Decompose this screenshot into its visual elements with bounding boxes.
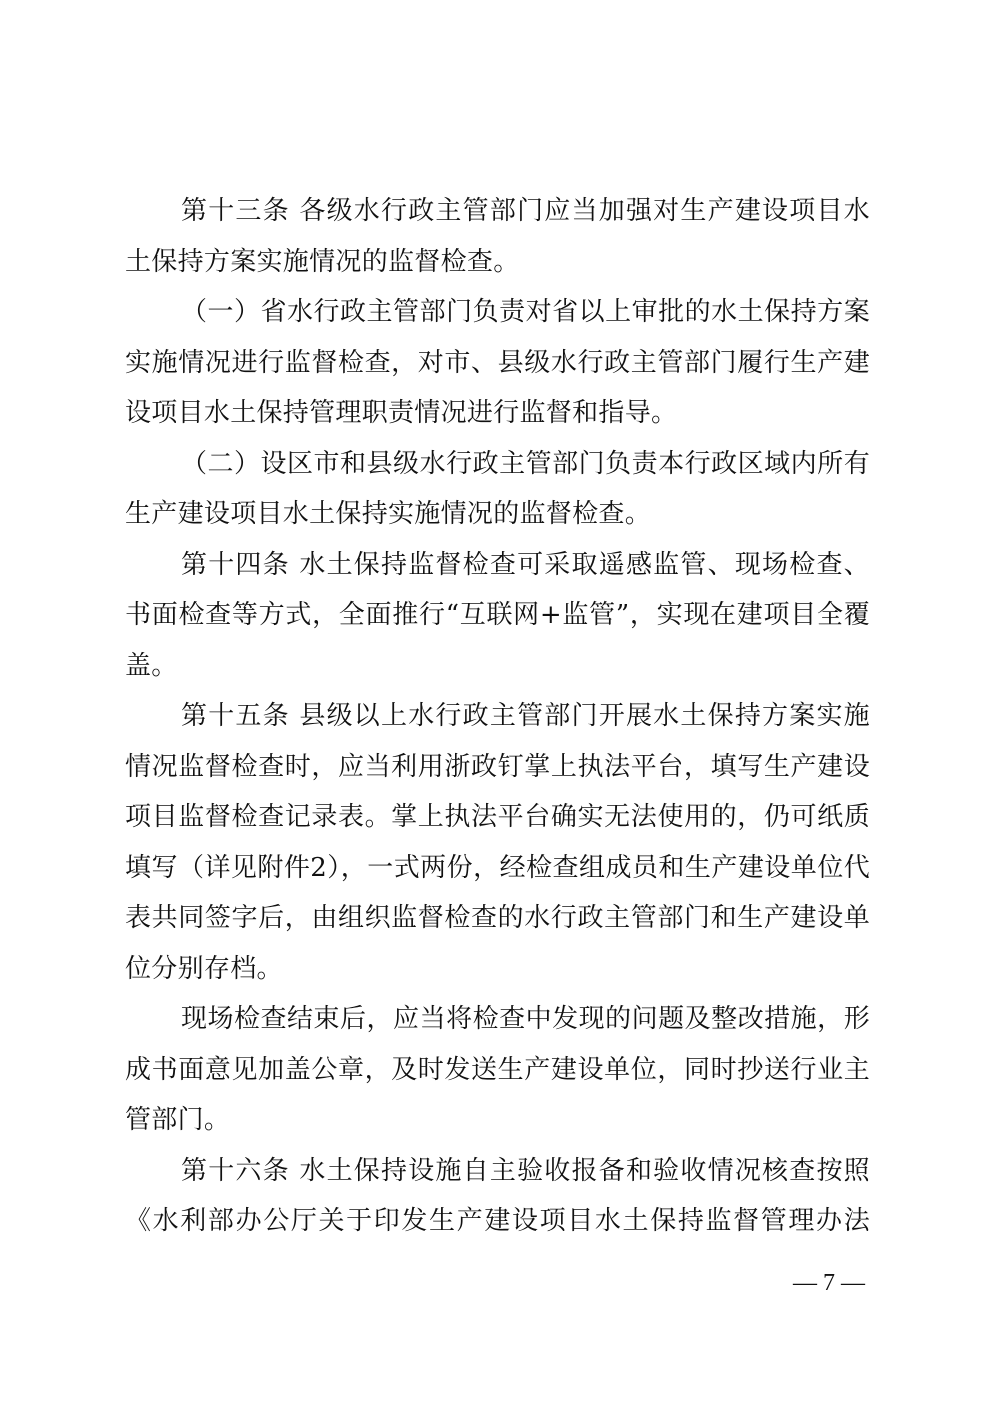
text-line: 表共同签字后，由组织监督检查的水行政主管部门和生产建设单	[125, 903, 870, 933]
text-line: 《水利部办公厅关于印发生产建设项目水土保持监督管理办法	[125, 1206, 870, 1236]
text-line: （一）省水行政主管部门负责对省以上审批的水土保持方案	[181, 297, 870, 327]
text-line: 第十五条 县级以上水行政主管部门开展水土保持方案实施	[181, 701, 870, 731]
paragraph-article-16	[125, 1146, 870, 1247]
page-number: — 7 —	[793, 1270, 865, 1296]
text-line: 盖。	[125, 650, 178, 681]
text-line: 项目监督检查记录表。掌上执法平台确实无法使用的，仍可纸质	[125, 802, 870, 832]
paragraph-article-14	[125, 540, 870, 692]
text-line: 土保持方案实施情况的监督检查。	[125, 246, 520, 277]
paragraph-item-2	[125, 439, 870, 540]
text-line: 实施情况进行监督检查，对市、县级水行政主管部门履行生产建	[125, 347, 870, 378]
text-line: 现场检查结束后，应当将检查中发现的问题及整改措施，形	[181, 1004, 870, 1034]
text-line: 第十六条 水土保持设施自主验收报备和验收情况核查按照	[181, 1155, 870, 1186]
text-line: 生产建设项目水土保持实施情况的监督检查。	[125, 499, 652, 529]
paragraph-article-13	[125, 186, 870, 287]
text-line: 设项目水土保持管理职责情况进行监督和指导。	[125, 398, 678, 428]
text-line: 成书面意见加盖公章，及时发送生产建设单位，同时抄送行业主	[125, 1054, 870, 1085]
paragraph-site-inspection	[125, 994, 870, 1146]
paragraph-article-15	[125, 691, 870, 994]
text-line: 第十三条 各级水行政主管部门应当加强对生产建设项目水	[181, 196, 870, 226]
text-line: 管部门。	[125, 1105, 231, 1135]
text-line: 位分别存档。	[125, 953, 283, 984]
text-line: （二）设区市和县级水行政主管部门负责本行政区域内所有	[181, 448, 870, 479]
text-line: 填写（详见附件2），一式两份，经检查组成员和生产建设单位代	[125, 852, 870, 883]
text-line: 书面检查等方式，全面推行“互联网+监管”，实现在建项目全覆	[125, 600, 870, 630]
document-body	[125, 186, 870, 1247]
paragraph-item-1	[125, 287, 870, 439]
text-line: 情况监督检查时，应当利用浙政钉掌上执法平台，填写生产建设	[125, 751, 870, 782]
text-line: 第十四条 水土保持监督检查可采取遥感监管、现场检查、	[181, 549, 870, 580]
